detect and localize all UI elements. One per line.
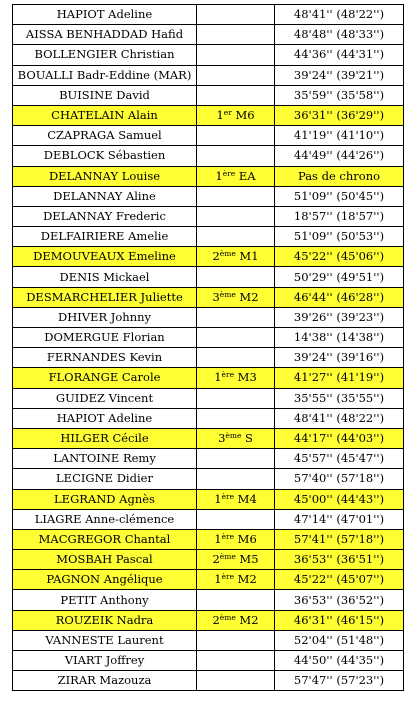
race-time-cell: 51'09'' (50'53'')	[275, 227, 404, 247]
category-rank-cell	[197, 247, 275, 267]
rank-number: 1	[216, 108, 224, 123]
rank-category: M2	[234, 572, 257, 587]
category-rank-cell	[197, 388, 275, 408]
table-row	[13, 5, 404, 25]
runner-name-cell: HILGER Cécile	[13, 428, 197, 448]
rank-number: 1	[215, 168, 223, 183]
table-row	[13, 65, 404, 85]
rank-number: 2	[212, 552, 220, 567]
table-row	[13, 348, 404, 368]
runner-name-cell: BOLLENGIER Christian	[13, 45, 197, 65]
category-rank-cell	[197, 449, 275, 469]
table-row	[13, 186, 404, 206]
race-time-cell: 39'24'' (39'16'')	[275, 348, 404, 368]
results-table	[12, 4, 404, 691]
rank-number: 1	[214, 531, 222, 546]
rank-category: EA	[235, 168, 256, 183]
category-rank-cell	[197, 166, 275, 186]
runner-name-cell: LECIGNE Didier	[13, 469, 197, 489]
category-rank-cell	[197, 85, 275, 105]
rank-category: M5	[235, 552, 259, 567]
rank-number: 2	[212, 249, 220, 264]
race-time-cell: 57'40'' (57'18'')	[275, 469, 404, 489]
table-row	[13, 45, 404, 65]
category-rank-cell	[197, 469, 275, 489]
rank-number: 1	[214, 572, 222, 587]
runner-name-cell: DEBLOCK Sébastien	[13, 146, 197, 166]
category-rank-cell	[197, 630, 275, 650]
rank-ordinal-suffix: ème	[219, 249, 236, 259]
table-row	[13, 449, 404, 469]
race-time-cell: 44'49'' (44'26'')	[275, 146, 404, 166]
category-rank-cell	[197, 126, 275, 146]
rank-ordinal-suffix: ème	[225, 431, 242, 441]
rank-category: S	[241, 431, 253, 446]
category-rank-cell	[197, 206, 275, 226]
runner-name-cell: BOUALLI Badr-Eddine (MAR)	[13, 65, 197, 85]
category-rank-cell	[197, 186, 275, 206]
category-rank-cell	[197, 368, 275, 388]
runner-name-cell: DELANNAY Louise	[13, 166, 197, 186]
table-row	[13, 368, 404, 388]
table-row	[13, 267, 404, 287]
category-rank-cell	[197, 610, 275, 630]
table-row	[13, 671, 404, 691]
table-row	[13, 166, 404, 186]
runner-name-cell: DELANNAY Frederic	[13, 206, 197, 226]
race-time-cell: 36'31'' (36'29'')	[275, 105, 404, 125]
rank-category: M2	[235, 289, 259, 304]
runner-name-cell: MOSBAH Pascal	[13, 550, 197, 570]
category-rank-cell	[197, 671, 275, 691]
runner-name-cell: MACGREGOR Chantal	[13, 529, 197, 549]
category-rank-cell	[197, 651, 275, 671]
category-rank-cell	[197, 45, 275, 65]
runner-name-cell: VIART Joffrey	[13, 651, 197, 671]
category-rank-cell	[197, 590, 275, 610]
runner-name-cell: HAPIOT Adeline	[13, 5, 197, 25]
category-rank-cell	[197, 65, 275, 85]
runner-name-cell: HAPIOT Adeline	[13, 408, 197, 428]
table-row	[13, 206, 404, 226]
race-time-cell: Pas de chrono	[275, 166, 404, 186]
table-row	[13, 247, 404, 267]
race-time-cell: 48'41'' (48'22'')	[275, 408, 404, 428]
race-time-cell: 48'41'' (48'22'')	[275, 5, 404, 25]
race-time-cell: 41'19'' (41'10'')	[275, 126, 404, 146]
rank-ordinal-suffix: ère	[222, 168, 236, 178]
rank-ordinal-suffix: ère	[221, 491, 235, 501]
category-rank-cell	[197, 105, 275, 125]
race-time-cell: 44'17'' (44'03'')	[275, 428, 404, 448]
race-time-cell: 50'29'' (49'51'')	[275, 267, 404, 287]
runner-name-cell: ROUZEIK Nadra	[13, 610, 197, 630]
runner-name-cell: DESMARCHELIER Juliette	[13, 287, 197, 307]
rank-category: M6	[231, 108, 255, 123]
race-time-cell: 45'57'' (45'47'')	[275, 449, 404, 469]
table-row	[13, 489, 404, 509]
category-rank-cell	[197, 307, 275, 327]
rank-ordinal-suffix: ème	[219, 552, 236, 562]
category-rank-cell	[197, 267, 275, 287]
runner-name-cell: PETIT Anthony	[13, 590, 197, 610]
table-row	[13, 105, 404, 125]
runner-name-cell: DELANNAY Aline	[13, 186, 197, 206]
runner-name-cell: FERNANDES Kevin	[13, 348, 197, 368]
race-time-cell: 39'26'' (39'23'')	[275, 307, 404, 327]
runner-name-cell: DOMERGUE Florian	[13, 328, 197, 348]
table-row	[13, 146, 404, 166]
race-time-cell: 44'50'' (44'35'')	[275, 651, 404, 671]
race-time-cell: 35'59'' (35'58'')	[275, 85, 404, 105]
race-time-cell: 45'22'' (45'06'')	[275, 247, 404, 267]
category-rank-cell	[197, 328, 275, 348]
table-row	[13, 651, 404, 671]
category-rank-cell	[197, 408, 275, 428]
table-row	[13, 509, 404, 529]
category-rank-cell	[197, 25, 275, 45]
race-time-cell: 57'41'' (57'18'')	[275, 529, 404, 549]
runner-name-cell: LIAGRE Anne-clémence	[13, 509, 197, 529]
race-time-cell: 18'57'' (18'57'')	[275, 206, 404, 226]
category-rank-cell	[197, 146, 275, 166]
race-time-cell: 35'55'' (35'55'')	[275, 388, 404, 408]
rank-ordinal-suffix: ère	[221, 572, 235, 582]
rank-number: 3	[218, 431, 226, 446]
runner-name-cell: DEMOUVEAUX Emeline	[13, 247, 197, 267]
race-time-cell: 47'14'' (47'01'')	[275, 509, 404, 529]
rank-number: 3	[212, 289, 220, 304]
category-rank-cell	[197, 570, 275, 590]
runner-name-cell: DENIS Mickael	[13, 267, 197, 287]
rank-ordinal-suffix: ème	[219, 289, 236, 299]
rank-number: 1	[214, 370, 222, 385]
runner-name-cell: CHATELAIN Alain	[13, 105, 197, 125]
table-row	[13, 307, 404, 327]
table-row	[13, 227, 404, 247]
rank-ordinal-suffix: ème	[219, 612, 236, 622]
race-time-cell: 36'53'' (36'52'')	[275, 590, 404, 610]
table-row	[13, 550, 404, 570]
rank-number: 2	[212, 612, 220, 627]
race-time-cell: 48'48'' (48'33'')	[275, 25, 404, 45]
runner-name-cell: PAGNON Angélique	[13, 570, 197, 590]
category-rank-cell	[197, 529, 275, 549]
race-time-cell: 39'24'' (39'21'')	[275, 65, 404, 85]
rank-category: M1	[235, 249, 259, 264]
table-row	[13, 630, 404, 650]
table-row	[13, 388, 404, 408]
table-row	[13, 529, 404, 549]
runner-name-cell: LEGRAND Agnès	[13, 489, 197, 509]
runner-name-cell: AISSA BENHADDAD Hafid	[13, 25, 197, 45]
runner-name-cell: DHIVER Johnny	[13, 307, 197, 327]
rank-ordinal-suffix: er	[223, 108, 232, 118]
race-time-cell: 45'22'' (45'07'')	[275, 570, 404, 590]
category-rank-cell	[197, 428, 275, 448]
runner-name-cell: ZIRAR Mazouza	[13, 671, 197, 691]
runner-name-cell: BUISINE David	[13, 85, 197, 105]
table-row	[13, 590, 404, 610]
race-time-cell: 46'31'' (46'15'')	[275, 610, 404, 630]
table-row	[13, 570, 404, 590]
rank-category: M4	[234, 491, 257, 506]
race-time-cell: 44'36'' (44'31'')	[275, 45, 404, 65]
runner-name-cell: GUIDEZ Vincent	[13, 388, 197, 408]
category-rank-cell	[197, 348, 275, 368]
race-time-cell: 46'44'' (46'28'')	[275, 287, 404, 307]
category-rank-cell	[197, 287, 275, 307]
runner-name-cell: DELFAIRIERE Amelie	[13, 227, 197, 247]
results-table-container	[12, 4, 404, 691]
category-rank-cell	[197, 489, 275, 509]
rank-ordinal-suffix: ère	[221, 531, 235, 541]
race-time-cell: 14'38'' (14'38'')	[275, 328, 404, 348]
runner-name-cell: FLORANGE Carole	[13, 368, 197, 388]
table-row	[13, 428, 404, 448]
table-row	[13, 25, 404, 45]
category-rank-cell	[197, 5, 275, 25]
table-row	[13, 328, 404, 348]
table-row	[13, 610, 404, 630]
runner-name-cell: VANNESTE Laurent	[13, 630, 197, 650]
race-time-cell: 41'27'' (41'19'')	[275, 368, 404, 388]
rank-number: 1	[214, 491, 222, 506]
table-row	[13, 469, 404, 489]
results-table-body	[13, 5, 404, 691]
table-row	[13, 287, 404, 307]
race-time-cell: 45'00'' (44'43'')	[275, 489, 404, 509]
race-time-cell: 36'53'' (36'51'')	[275, 550, 404, 570]
category-rank-cell	[197, 227, 275, 247]
race-time-cell: 51'09'' (50'45'')	[275, 186, 404, 206]
rank-category: M2	[235, 612, 259, 627]
rank-ordinal-suffix: ère	[221, 370, 235, 380]
rank-category: M3	[234, 370, 257, 385]
category-rank-cell	[197, 550, 275, 570]
runner-name-cell: CZAPRAGA Samuel	[13, 126, 197, 146]
runner-name-cell: LANTOINE Remy	[13, 449, 197, 469]
table-row	[13, 126, 404, 146]
table-row	[13, 408, 404, 428]
race-time-cell: 57'47'' (57'23'')	[275, 671, 404, 691]
rank-category: M6	[234, 531, 257, 546]
race-time-cell: 52'04'' (51'48'')	[275, 630, 404, 650]
table-row	[13, 85, 404, 105]
category-rank-cell	[197, 509, 275, 529]
